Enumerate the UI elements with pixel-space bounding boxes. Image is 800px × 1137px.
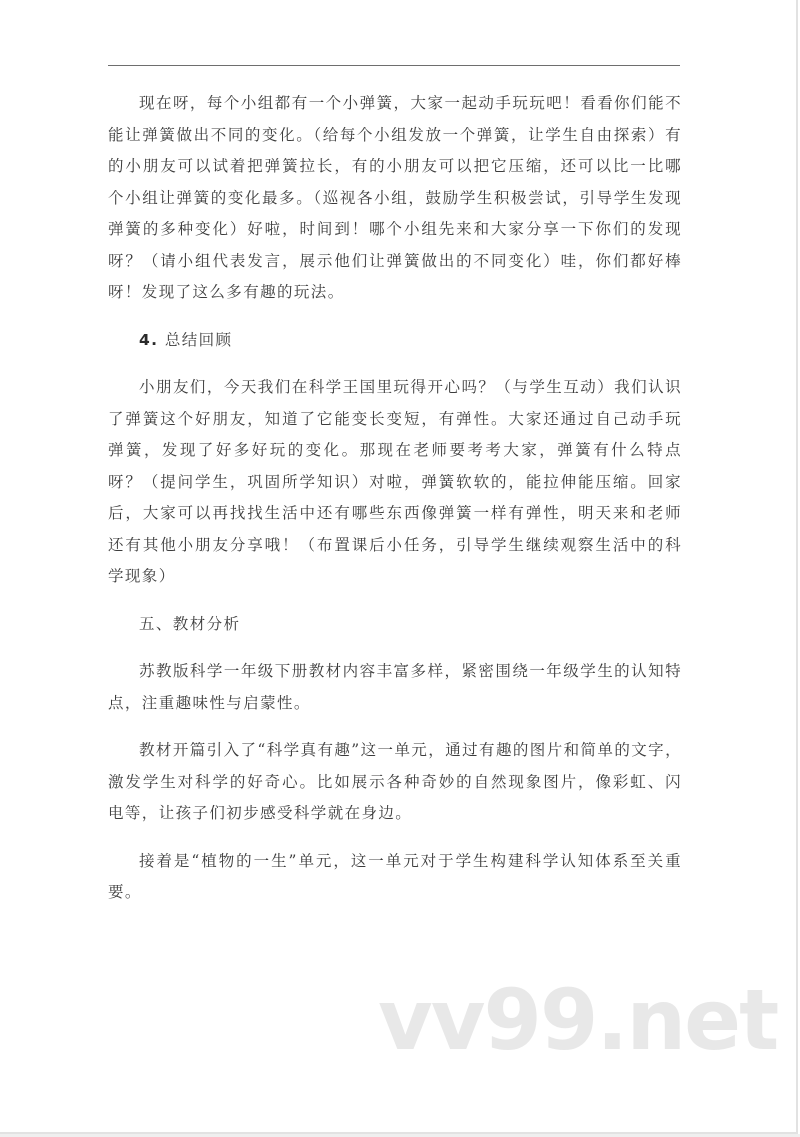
document-body bbox=[108, 88, 682, 909]
heading-number: 4. bbox=[139, 330, 159, 349]
header-rule bbox=[108, 65, 680, 66]
paragraph-science-fun-unit: 教材开篇引入了“科学真有趣”这一单元，通过有趣的图片和简单的文字，激发学生对科学的好奇心。比如展示各种奇妙的自然现象图片，像彩虹、闪电等，让孩子们初步感受科学就在身边。 bbox=[108, 741, 682, 822]
heading-summary-review bbox=[108, 325, 682, 357]
paragraph-textbook-overview: 苏教版科学一年级下册教材内容丰富多样，紧密围绕一年级学生的认知特点，注重趣味性与启蒙性。 bbox=[108, 662, 682, 712]
paragraph-plant-life-unit: 接着是“植物的一生”单元，这一单元对于学生构建科学认知体系至关重要。 bbox=[108, 851, 682, 901]
paragraph-summary: 小朋友们，今天我们在科学王国里玩得开心吗？（与学生互动）我们认识了弹簧这个好朋友，知道了它能变长变短，有弹性。大家还通过自己动手玩弹簧，发现了好多好玩的变化。那现在老师要考考大家，弹簧有什么特点呀？（提问学生，巩固所学知识）对啦，弹簧软软的，能拉伸能压缩。回家后，大家可以再找找生活中还有哪些东西像弹簧一样有弹性，明天来和老师还有其他小朋友分享哦！（布置课后小任务，引导学生继续观察生活中的科学现象） bbox=[108, 378, 682, 585]
heading-textbook-analysis: 五、教材分析 bbox=[139, 614, 241, 633]
watermark: vv99.net bbox=[378, 971, 778, 1069]
heading-text: 总结回顾 bbox=[164, 330, 233, 349]
paragraph-spring-activity: 现在呀，每个小组都有一个小弹簧，大家一起动手玩玩吧！看看你们能不能让弹簧做出不同的变化。（给每个小组发放一个弹簧，让学生自由探索）有的小朋友可以试着把弹簧拉长，有的小朋友可以把它压缩，还可以比一比哪个小组让弹簧的变化最多。（巡视各小组，鼓励学生积极尝试，引导学生发现弹簧的多种变化）好啦，时间到！哪个小组先来和大家分享一下你们的发现呀？（请小组代表发言，展示他们让弹簧做出的不同变化）哇，你们都好棒呀！发现了这么多有趣的玩法。 bbox=[108, 94, 682, 301]
